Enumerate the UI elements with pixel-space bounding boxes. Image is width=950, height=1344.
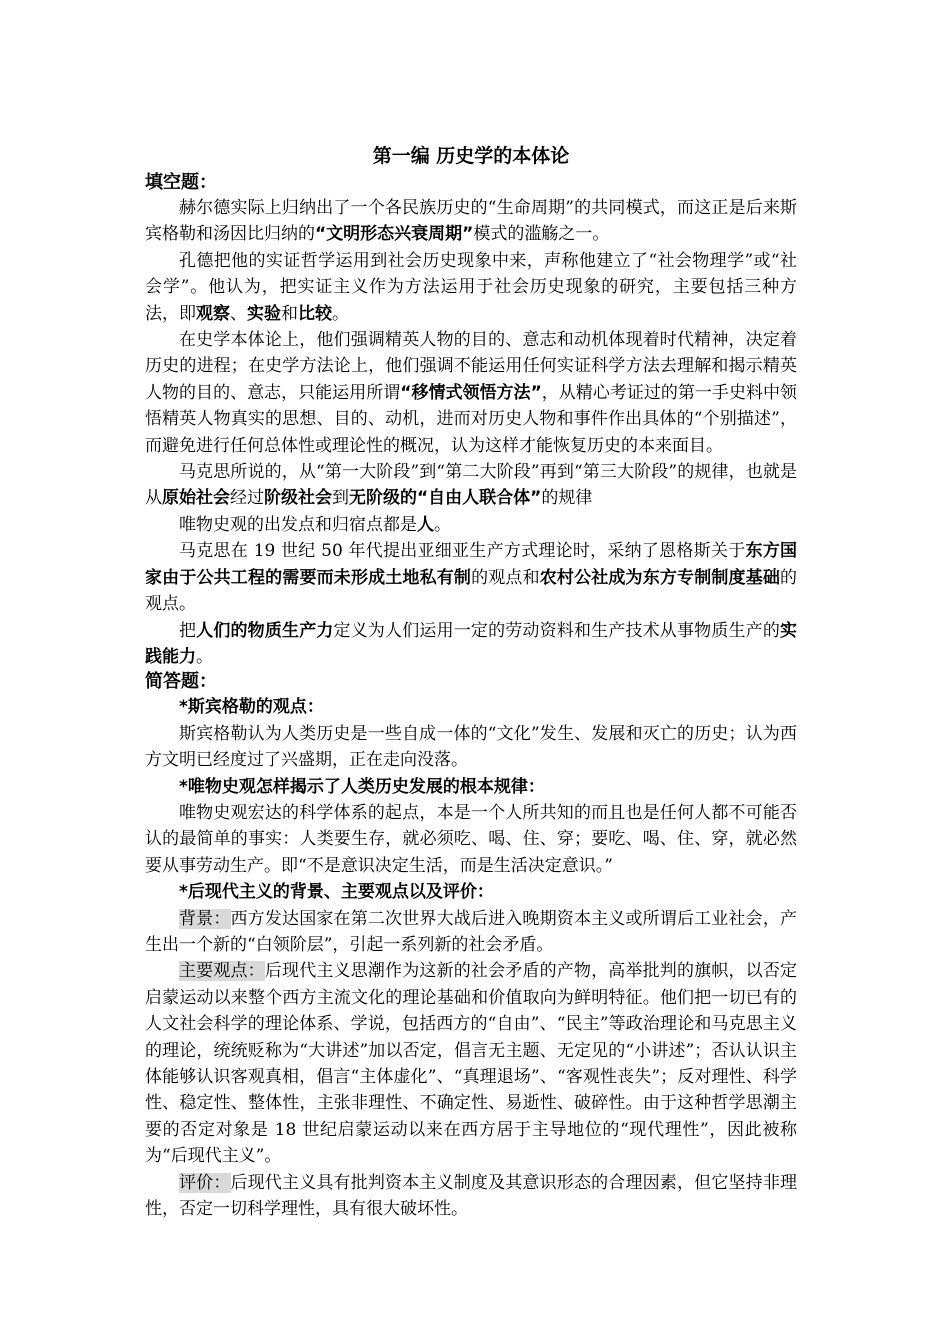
document-page <box>145 143 797 1222</box>
text: 后现代主义思潮作为这新的社会矛盾的产物，高举批判的旗帜，以否定启蒙运动以来整个西方主流文化的理论基础和价值取向为鲜明特征。他们把一切已有的人文社会科学的理论体系、学说，包括西方的“自由”、“民主”等政治理论和马克思主义的理论，统统贬称为“大讲述”加以否定，倡言无主题、无定见的“小讲述”；否认认识主体能够认识客观真相，倡言“主体虚化”、“真理退场”、“客观性丧失”；反对理性、科学性、稳定性、整体性，主张非理性、不确定性、易逝性、破碎性。由于这种哲学思潮主要的否定对象是 18 世纪启蒙运动以来在西方居于主导地位的“现代理性”，因此被称为“后现代主义”。 <box>145 961 798 1167</box>
text: 在史学本体论上，他们强调精英人物的目的、意志和动机体现着时代精神，决定着历史的进程；在史学方法论上，他们强调不能运用任何实证科学方法去理解和揭示精英人物的目的、意志，只能运用所谓 <box>145 330 797 403</box>
text: 的观点和 <box>471 567 540 588</box>
text: 的观点。 <box>145 567 798 615</box>
answer-bold: 人 <box>417 514 434 535</box>
paragraph-productive-force <box>145 618 797 671</box>
section-heading-short-answer: 简答题： <box>145 671 217 693</box>
text: 。 <box>332 303 349 324</box>
answer-bold: “文明形态兴衰周期” <box>315 224 474 245</box>
paragraph-comte <box>145 248 797 327</box>
answer-evaluation <box>145 1170 797 1223</box>
text: 孔德把他的实证哲学运用到社会历史现象中来，声称他建立了“社会物理学”或“社会学”。他认为，把实证主义作为方法运用于社会历史现象的研究，主要包括三种方法，即 <box>145 250 797 324</box>
answer-bold: 东方国家由于公共工程的需要而未形成土地私有制 <box>145 541 797 588</box>
text: 后现代主义具有批判资本主义制度及其意识形态的合理因素，但它坚持非理性，否定一切科学理性，具有很大破坏性。 <box>145 1172 797 1220</box>
text: 把 <box>179 620 197 641</box>
answer-bold: 实验 <box>247 303 281 324</box>
highlighted-label: 主要观点： <box>179 961 265 982</box>
text: 的规律 <box>541 488 593 509</box>
highlighted-label: 评价： <box>179 1172 231 1193</box>
text: 。 <box>196 646 213 667</box>
text: 。 <box>434 514 451 535</box>
section-heading-fill-in: 填空题： <box>145 172 217 193</box>
answer-bold: 无阶级的“自由人联合体” <box>349 488 542 509</box>
question-spengler: *斯宾格勒的观点： <box>179 697 324 718</box>
text: 和 <box>281 303 298 324</box>
answer-spengler: 斯宾格勒认为人类历史是一些自成一体的“文化”发生、发展和灭亡的历史；认为西方文明已经度过了兴盛期，正在走向没落。 <box>145 723 797 771</box>
paragraph-marx-stages <box>145 459 797 512</box>
text: 定义为人们运用一定的劳动资料和生产技术从事物质生产的 <box>333 620 781 641</box>
answer-bold: “移情式领悟方法” <box>400 382 542 403</box>
highlighted-label: 背景： <box>179 908 231 929</box>
text: 经过 <box>230 488 264 509</box>
answer-bold: 人们的物质生产力 <box>196 620 334 641</box>
text: ，从精心考证过的第一手史料中领悟精英人物真实的思想、目的、动机，进而对历史人物和事件作出具体的“个别描述”，而避免进行任何总体性或理论性的概况，认为这样才能恢复历史的本来面目。 <box>145 382 798 456</box>
text: 模式的滥觞之一。 <box>473 224 610 245</box>
text: 马克思所说的，从“第一大阶段”到“第二大阶段”再到“第三大阶段”的规律，也就是从 <box>145 462 797 509</box>
answer-background <box>145 906 797 959</box>
text: 西方发达国家在第二次世界大战后进入晚期资本主义或所谓后工业社会，产生出一个新的“白领阶层”，引起一系列新的社会矛盾。 <box>145 908 797 955</box>
answer-bold: 原始社会 <box>162 488 230 509</box>
answer-bold: 农村公社成为东方专制制度基础 <box>539 567 781 588</box>
paragraph-herder <box>145 195 797 248</box>
paragraph-starting-point <box>145 512 797 538</box>
answer-bold: 阶级社会 <box>264 488 332 509</box>
question-postmodernism: *后现代主义的背景、主要观点以及评价： <box>179 882 494 903</box>
text: 赫尔德实际上归纳出了一个各民族历史的“生命周期”的共同模式，而这正是后来斯宾格勒和汤因比归纳的 <box>145 198 797 245</box>
text: 、 <box>230 303 247 324</box>
page-title: 第一编 历史学的本体论 <box>372 145 570 167</box>
answer-bold: 比较 <box>298 303 332 324</box>
text: 马克思在 19 世纪 50 年代提出亚细亚生产方式理论时，采纳了恩格斯关于 <box>179 541 746 562</box>
answer-bold: 观察 <box>196 303 230 324</box>
text: 唯物史观的出发点和归宿点都是 <box>179 514 417 535</box>
paragraph-historicism <box>145 327 797 459</box>
text: 到 <box>332 488 349 509</box>
answer-historical-materialism: 唯物史观宏达的科学体系的起点，本是一个人所共知的而且也是任何人都不可能否认的最简单的事实：人类要生存，就必须吃、喝、住、穿；要吃、喝、住、穿，就必然要从事劳动生产。即“不是意识决定生活，而是生活决定意识。” <box>145 802 797 876</box>
question-historical-materialism: *唯物史观怎样揭示了人类历史发展的根本规律： <box>179 776 545 797</box>
answer-bold: 实践能力 <box>145 620 798 667</box>
answer-main-points <box>145 958 797 1169</box>
paragraph-asiatic-mode <box>145 538 797 617</box>
